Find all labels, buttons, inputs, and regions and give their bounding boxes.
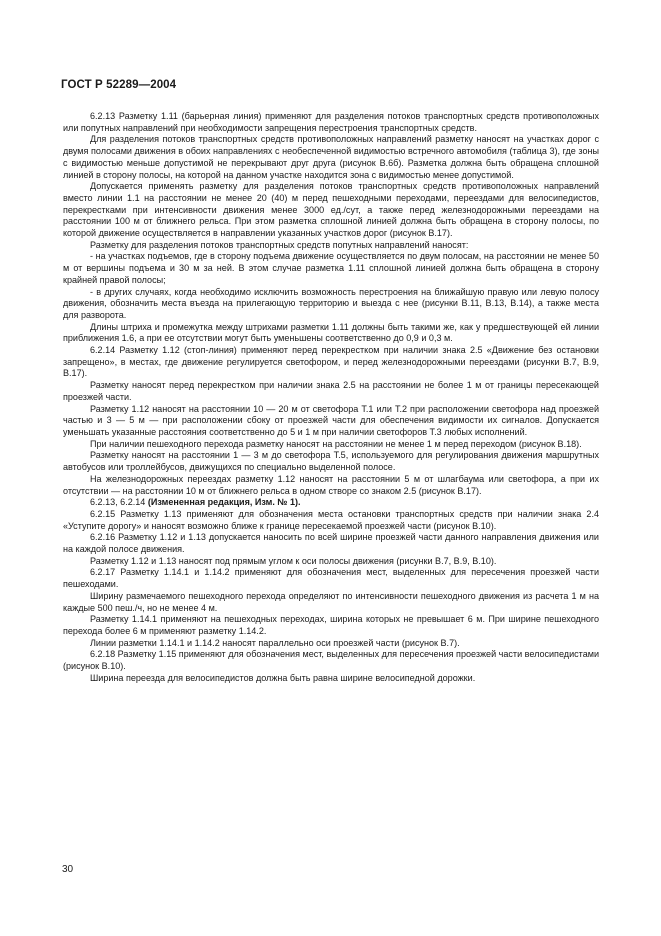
paragraph: 6.2.16 Разметку 1.12 и 1.13 допускается наносить по всей ширине проезжей части данного направления движения или на каждой полосе движения. (63, 532, 599, 555)
paragraph: 6.2.17 Разметку 1.14.1 и 1.14.2 применяют для обозначения мест, выделенных для пересечения проезжей части пешеходами. (63, 567, 599, 590)
amendment-text: (Измененная редакция, Изм. № 1). (147, 497, 301, 508)
paragraph: 6.2.18 Разметку 1.15 применяют для обозначения мест, выделенных для пересечения проезжей части велосипедистами (рисунок В.10). (63, 649, 599, 672)
list-item: - на участках подъемов, где в сторону подъема движение осуществляется по двум полосам, на расстоянии не менее 50 м от вершины подъема и 30 м за ней. В этом случае разметка 1.11 сплошной линией должна быть обращена в сторону крайней правой полосы; (63, 251, 599, 285)
paragraph: Разметку 1.14.1 применяют на пешеходных переходах, ширина которых не превышает 6 м. При ширине пешеходного перехода более 6 м применяют разметку 1.14.2. (63, 614, 599, 636)
paragraph: Ширину размечаемого пешеходного перехода определяют по интенсивности пешеходного движения из расчета 1 м на каждые 500 пеш./ч, но не менее 4 м. (63, 590, 599, 613)
paragraph: Разметку 1.12 наносят на расстоянии 10 — 20 м от светофора Т.1 или Т.2 при расположении светофора над проезжей частью и 3 — 5 м — при расположении сбоку от проезжей части для обеспечения видимости их сигналов. Допускается уменьшать указанные расстояния соответственно до 5 и 1 м при наличии светофоров Т.3 любых исполнений. (63, 403, 599, 437)
standard-header: ГОСТ Р 52289—2004 (61, 79, 177, 91)
paragraph: Длины штриха и промежутка между штрихами разметки 1.11 должны быть такими же, как у предшествующей ей линии приближения 1.6, а при ее отсутствии могут быть уменьшены соответственно до 0,9 и 0,3 м. (63, 321, 599, 344)
paragraph: Линии разметки 1.14.1 и 1.14.2 наносят параллельно оси проезжей части (рисунок В.7). (90, 637, 460, 648)
paragraph: Разметку 1.12 и 1.13 наносят под прямым углом к оси полосы движения (рисунки В.7, В.9, В.10). (90, 555, 497, 566)
paragraph: На железнодорожных переездах разметку 1.12 наносят на расстоянии 5 м от шлагбаума или светофора, а при их отсутствии — на расстоянии 10 м от ближнего рельса в одном створе со знаком 2.5 (рисунок В.17). (63, 473, 599, 496)
body-text (63, 111, 599, 684)
paragraph: Для разделения потоков транспортных средств противоположных направлений разметку наносят на участках дорог с двумя полосами движения в обоих направлениях с необеспеченной видимостью встречного автомобиля (таблица 3), где зоны с видимостью меньше допустимой не перекрывают друг друга (рисунок В.6б). Разметка должна быть обращена сплошной линией в сторону полосы, на которой на данном участке находится зона с видимостью менее допустимой. (63, 134, 599, 180)
paragraph: При наличии пешеходного перехода разметку наносят на расстоянии не менее 1 м перед переходом (рисунок В.18). (90, 438, 582, 449)
paragraph: 6.2.14 Разметку 1.12 (стоп-линия) применяют перед перекрестком при наличии знака 2.5 «Движение без остановки запрещено», в местах, где движение регулируется светофором, и перед железнодорожными переездами (рисунки В.7, В.9, В.17). (63, 345, 599, 379)
amendment-note (63, 497, 599, 509)
paragraph: 6.2.13 Разметку 1.11 (барьерная линия) применяют для разделения потоков транспортных средств противоположных или попутных направлений при необходимости запрещения перестроения транспортных средств. (63, 111, 599, 133)
page-number: 30 (62, 864, 74, 875)
paragraph: Допускается применять разметку для разделения потоков транспортных средств противоположных направлений вместо линии 1.1 на расстоянии не менее 20 (40) м перед пешеходными переходами, переездами для велосипедистов, перекрестками при интенсивности движения менее 3000 ед./сут, а также перед железнодорожными переездами на расстоянии 100 м от ближнего рельса. При этом разметка сплошной линией должна быть обращена в сторону полосы, по которой движение осуществляется в направлении указанных участков дорог (рисунок В.17). (63, 181, 599, 239)
paragraph: 6.2.15 Разметку 1.13 применяют для обозначения места остановки транспортных средств при наличии знака 2.4 «Уступите дорогу» и наносят возможно ближе к границе пересекаемой проезжей части (рисунок В.10). (63, 508, 599, 531)
paragraph: Разметку наносят на расстоянии 1 — 3 м до светофора Т.5, используемого для регулирования движения маршрутных автобусов или троллейбусов, движущихся по специально выделенной полосе. (63, 450, 599, 473)
amendment-refs: 6.2.13, 6.2.14 (90, 497, 146, 508)
paragraph: Разметку для разделения потоков транспортных средств попутных направлений наносят: (90, 239, 469, 250)
paragraph: Разметку наносят перед перекрестком при наличии знака 2.5 на расстоянии не более 1 м от границы пересекающей проезжей части. (63, 380, 599, 402)
paragraph: Ширина переезда для велосипедистов должна быть равна ширине велосипедной дорожки. (90, 672, 476, 683)
list-item: - в других случаях, когда необходимо исключить возможность перестроения на ближайшую правую или левую полосу движения, обозначить места въезда на прилегающую территорию и выезда с нее (рисунки В.11, В.13, В.14), а также места для разворота. (63, 286, 599, 320)
